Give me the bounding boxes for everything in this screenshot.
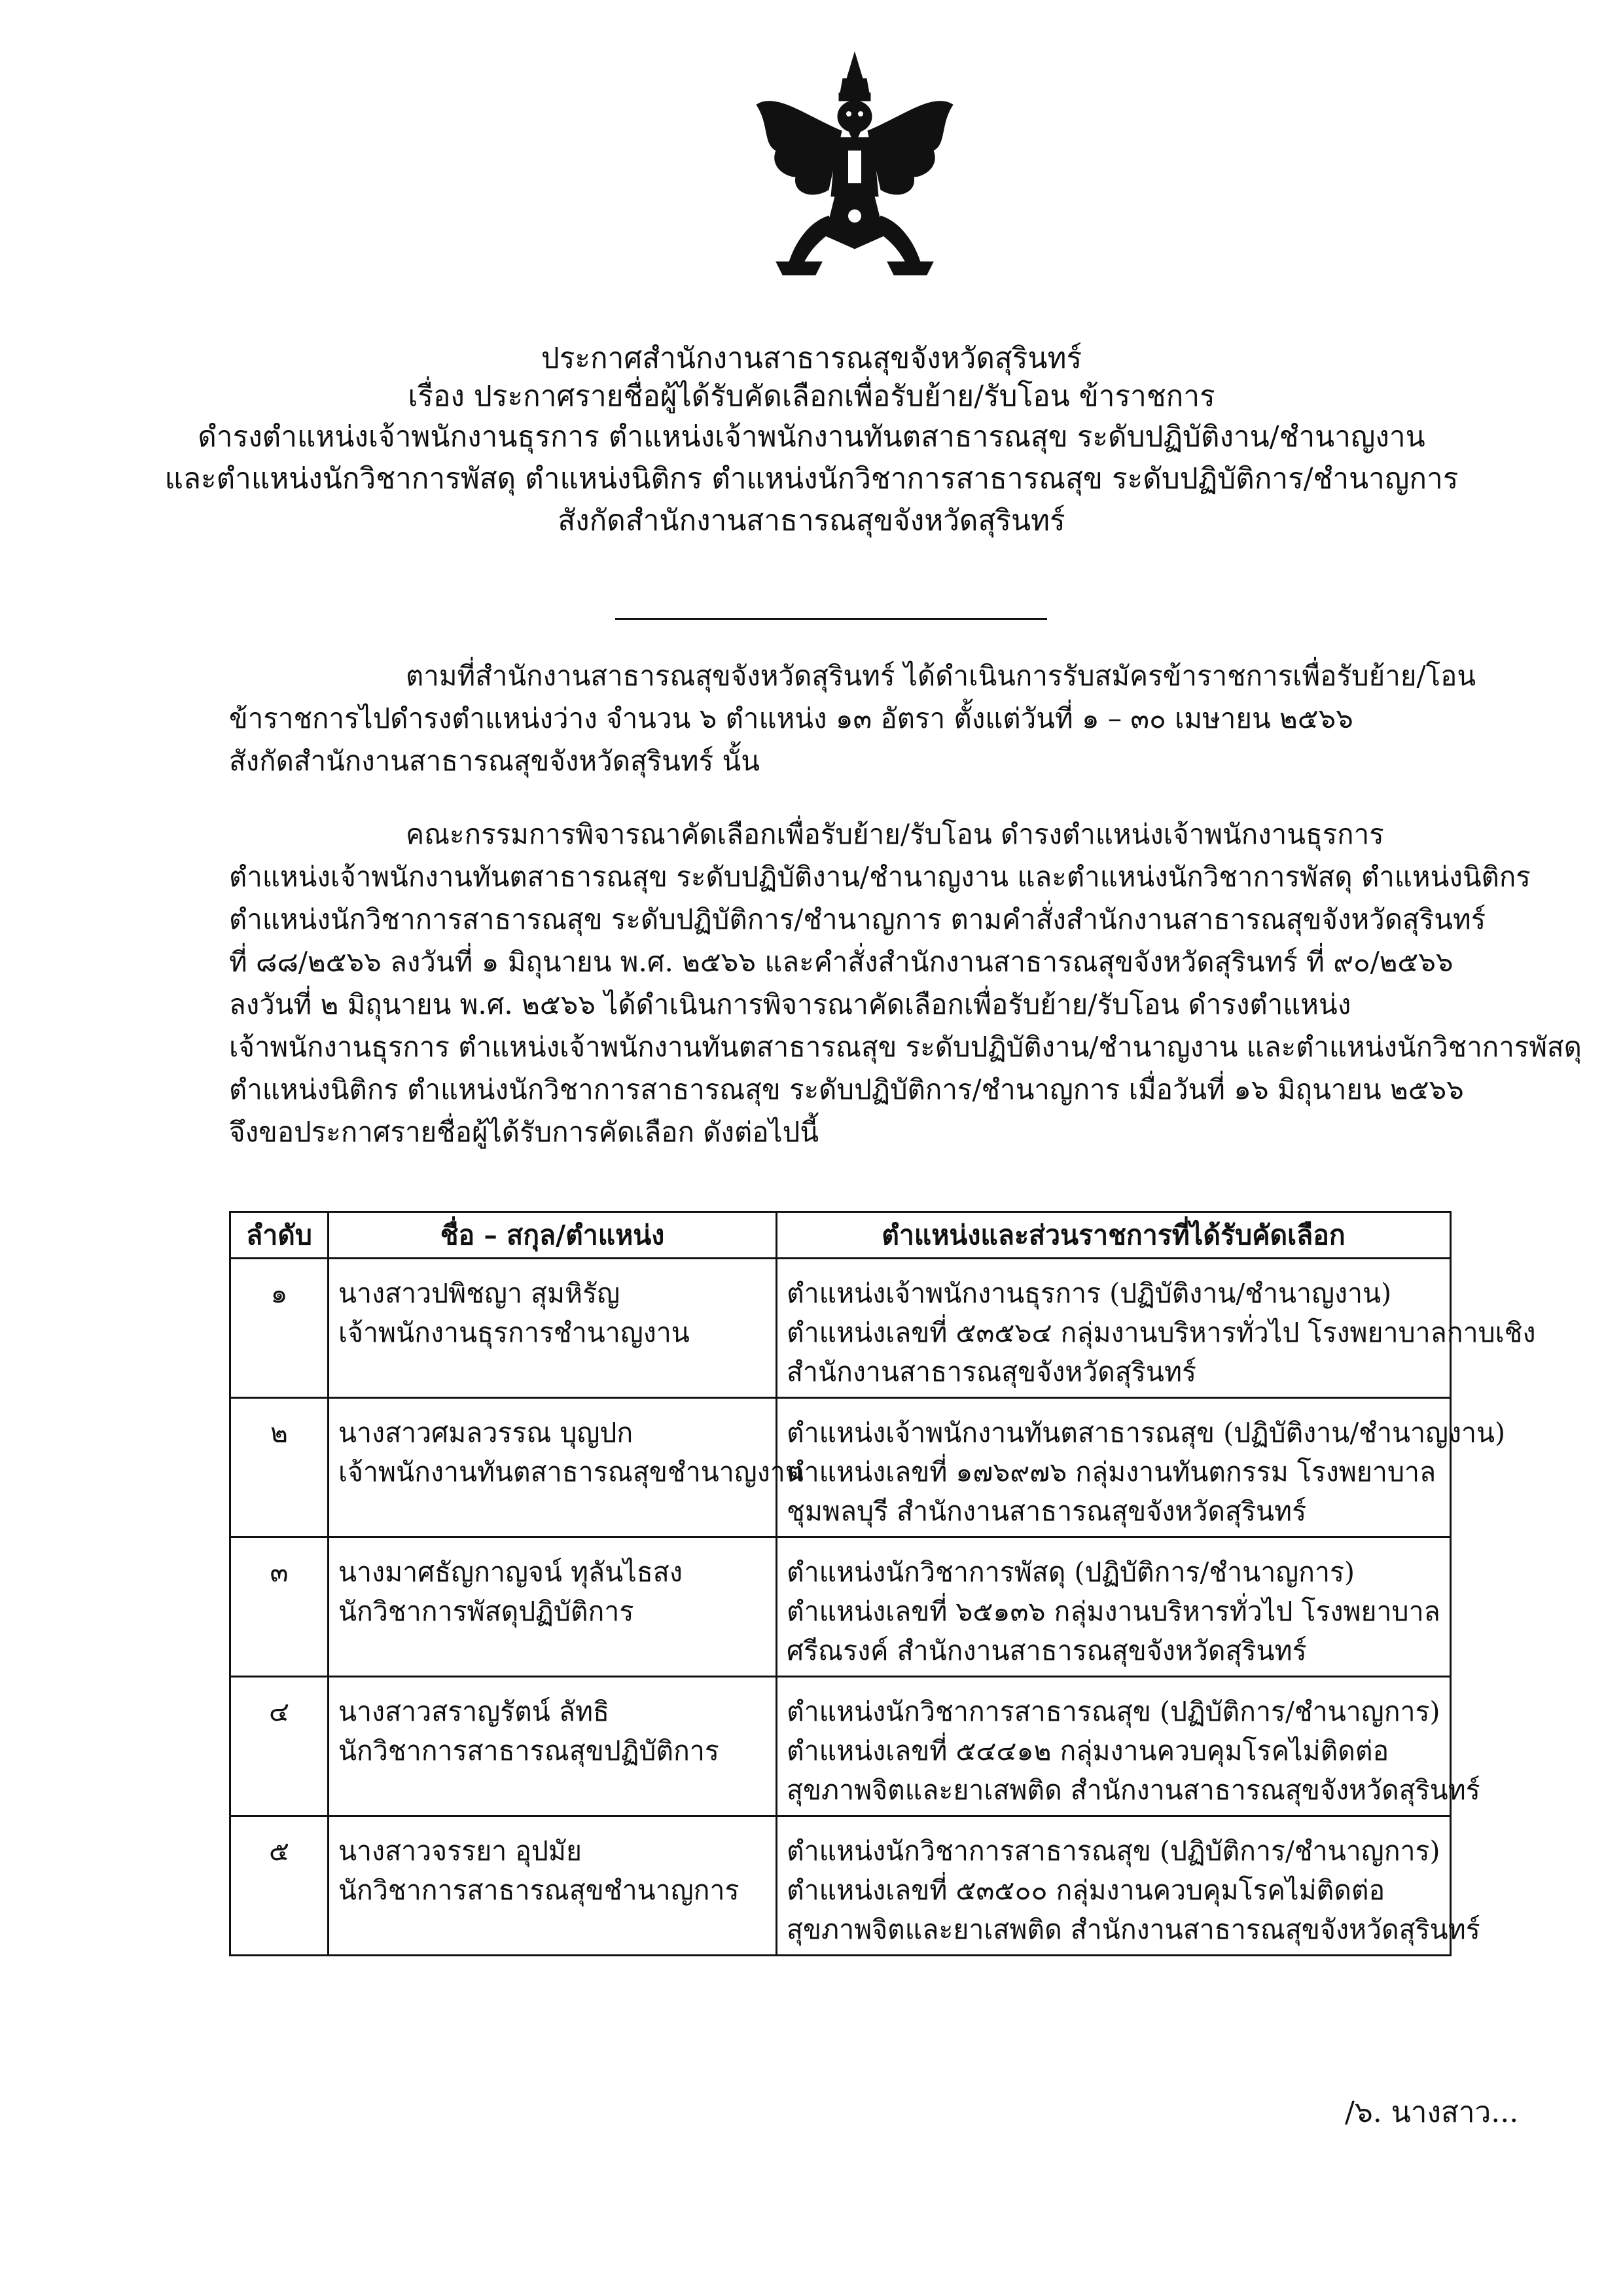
garuda-emblem-icon xyxy=(750,52,959,288)
table-header-row xyxy=(230,1212,1451,1259)
header-divider xyxy=(615,618,1047,620)
position-line: ตำแหน่งเลขที่ ๑๗๖๙๗๖ กลุ่มงานทันตกรรม โรงพยาบาล xyxy=(787,1456,1436,1488)
position-line: ตำแหน่งเจ้าพนักงานธุรการ (ปฏิบัติงาน/ชำนาญงาน) xyxy=(787,1278,1392,1309)
announcement-subject: เรื่อง ประกาศรายชื่อผู้ได้รับคัดเลือกเพื่อรับย้าย/รับโอน ข้าราชการ xyxy=(408,380,1215,413)
position-line: ศรีณรงค์ สำนักงานสาธารณสุขจังหวัดสุรินทร์ xyxy=(787,1635,1307,1666)
row-number: ๒ xyxy=(230,1398,329,1537)
selected-position-cell xyxy=(777,1398,1506,1537)
position-line: ตำแหน่งนักวิชาการพัสดุ (ปฏิบัติการ/ชำนาญการ) xyxy=(787,1556,1355,1588)
candidate-cell xyxy=(329,1816,777,1956)
paragraph-line: เจ้าพนักงานธุรการ ตำแหน่งเจ้าพนักงานทันตสาธารณสุข ระดับปฏิบัติงาน/ชำนาญงาน และตำแหน่งนักวิชาการพัสดุ xyxy=(229,1031,1582,1063)
candidate-current-position: นักวิชาการพัสดุปฏิบัติการ xyxy=(338,1596,634,1627)
position-line: ตำแหน่งเลขที่ ๖๕๑๓๖ กลุ่มงานบริหารทั่วไป โรงพยาบาล xyxy=(787,1596,1440,1627)
row-number: ๑ xyxy=(230,1259,329,1398)
table-row xyxy=(230,1537,1451,1677)
position-line: สุขภาพจิตและยาเสพติด สำนักงานสาธารณสุขจังหวัดสุรินทร์ xyxy=(787,1914,1480,1945)
paragraph-line: ตำแหน่งนักวิชาการสาธารณสุข ระดับปฏิบัติการ/ชำนาญการ ตามคำสั่งสำนักงานสาธารณสุขจังหวัดสุรินทร์ xyxy=(229,903,1486,935)
row-number: ๓ xyxy=(230,1537,329,1677)
candidate-name: นางสาวสราญรัตน์ ลัทธิ xyxy=(338,1696,610,1727)
column-header-position: ตำแหน่งและส่วนราชการที่ได้รับคัดเลือก xyxy=(777,1212,1451,1259)
position-line: ตำแหน่งเลขที่ ๕๓๕๖๔ กลุ่มงานบริหารทั่วไป โรงพยาบาลกาบเชิง xyxy=(787,1317,1536,1348)
paragraph-line: ข้าราชการไปดำรงตำแหน่งว่าง จำนวน ๖ ตำแหน่ง ๑๓ อัตรา ตั้งแต่วันที่ ๑ – ๓๐ เมษายน ๒๕๖๖ xyxy=(229,702,1353,734)
row-number: ๕ xyxy=(230,1816,329,1956)
candidate-name: นางสาวจรรยา อุปมัย xyxy=(338,1835,582,1867)
selected-position-cell xyxy=(777,1259,1536,1398)
position-line: สำนักงานสาธารณสุขจังหวัดสุรินทร์ xyxy=(787,1356,1197,1388)
column-header-order: ลำดับ xyxy=(230,1212,329,1259)
table-row xyxy=(230,1259,1451,1398)
announcement-subject-line-2: ดำรงตำแหน่งเจ้าพนักงานธุรการ ตำแหน่งเจ้าพนักงานทันตสาธารณสุข ระดับปฏิบัติงาน/ชำนาญงาน xyxy=(198,420,1425,454)
candidate-current-position: เจ้าพนักงานทันตสาธารณสุขชำนาญงาน xyxy=(338,1456,804,1488)
selected-position-cell xyxy=(777,1537,1451,1677)
paragraph-line: คณะกรรมการพิจารณาคัดเลือกเพื่อรับย้าย/รับโอน ดำรงตำแหน่งเจ้าพนักงานธุรการ xyxy=(406,818,1384,850)
table-row xyxy=(230,1677,1451,1816)
page-continuation: /๖. นางสาว... xyxy=(1345,2096,1519,2129)
candidate-name: นางมาศธัญกาญจน์ ทุลันไธสง xyxy=(338,1556,683,1588)
candidate-current-position: นักวิชาการสาธารณสุขชำนาญการ xyxy=(338,1874,740,1906)
paragraph-1 xyxy=(229,655,1476,782)
announcement-subject-line-4: สังกัดสำนักงานสาธารณสุขจังหวัดสุรินทร์ xyxy=(558,504,1065,537)
position-line: ชุมพลบุรี สำนักงานสาธารณสุขจังหวัดสุรินทร์ xyxy=(787,1496,1307,1527)
position-line: ตำแหน่งนักวิชาการสาธารณสุข (ปฏิบัติการ/ชำนาญการ) xyxy=(787,1696,1440,1727)
row-number: ๔ xyxy=(230,1677,329,1816)
candidate-cell xyxy=(329,1537,777,1677)
paragraph-line: ลงวันที่ ๒ มิถุนายน พ.ศ. ๒๕๖๖ ได้ดำเนินการพิจารณาคัดเลือกเพื่อรับย้าย/รับโอน ดำรงตำแหน่ง xyxy=(229,988,1351,1020)
table-row xyxy=(230,1816,1451,1956)
selected-position-cell xyxy=(777,1677,1480,1816)
candidate-current-position: นักวิชาการสาธารณสุขปฏิบัติการ xyxy=(338,1735,719,1767)
table-row xyxy=(230,1398,1451,1537)
paragraph-line: ที่ ๘๘/๒๕๖๖ ลงวันที่ ๑ มิถุนายน พ.ศ. ๒๕๖๖ และคำสั่งสำนักงานสาธารณสุขจังหวัดสุรินทร์ ที่ ๙๐/๒๕๖๖ xyxy=(229,946,1454,978)
candidate-name: นางสาวศมลวรรณ บุญปก xyxy=(338,1417,633,1448)
selection-table xyxy=(229,1211,1536,1956)
position-line: ตำแหน่งเลขที่ ๕๔๔๑๒ กลุ่มงานควบคุมโรคไม่ติดต่อ xyxy=(787,1735,1389,1767)
announcement-title: ประกาศสำนักงานสาธารณสุขจังหวัดสุรินทร์ xyxy=(541,342,1082,375)
candidate-name: นางสาวปพิชญา สุมหิรัญ xyxy=(338,1278,620,1309)
announcement-subject-line-3: และตำแหน่งนักวิชาการพัสดุ ตำแหน่งนิติกร ตำแหน่งนักวิชาการสาธารณสุข ระดับปฏิบัติการ/ชำนาญการ xyxy=(164,462,1459,495)
paragraph-line: ตำแหน่งนิติกร ตำแหน่งนักวิชาการสาธารณสุข ระดับปฏิบัติการ/ชำนาญการ เมื่อวันที่ ๑๖ มิถุนายน ๒๕๖๖ xyxy=(229,1073,1464,1105)
column-header-name: ชื่อ – สกุล/ตำแหน่ง xyxy=(329,1212,777,1259)
selected-position-cell xyxy=(777,1816,1480,1956)
candidate-cell xyxy=(329,1398,804,1537)
position-line: ตำแหน่งนักวิชาการสาธารณสุข (ปฏิบัติการ/ชำนาญการ) xyxy=(787,1835,1440,1867)
paragraph-line: ตามที่สำนักงานสาธารณสุขจังหวัดสุรินทร์ ได้ดำเนินการรับสมัครข้าราชการเพื่อรับย้าย/โอน xyxy=(406,660,1476,692)
paragraph-line: สังกัดสำนักงานสาธารณสุขจังหวัดสุรินทร์ นั้น xyxy=(229,745,760,777)
paragraph-line: ตำแหน่งเจ้าพนักงานทันตสาธารณสุข ระดับปฏิบัติงาน/ชำนาญงาน และตำแหน่งนักวิชาการพัสดุ ตำแหน่งนิติกร xyxy=(229,861,1531,893)
candidate-cell xyxy=(329,1259,777,1398)
paragraph-2 xyxy=(229,813,1582,1153)
position-line: ตำแหน่งเจ้าพนักงานทันตสาธารณสุข (ปฏิบัติงาน/ชำนาญงาน) xyxy=(787,1417,1506,1448)
candidate-cell xyxy=(329,1677,777,1816)
position-line: สุขภาพจิตและยาเสพติด สำนักงานสาธารณสุขจังหวัดสุรินทร์ xyxy=(787,1774,1480,1806)
position-line: ตำแหน่งเลขที่ ๕๓๕๐๐ กลุ่มงานควบคุมโรคไม่ติดต่อ xyxy=(787,1874,1385,1906)
candidate-current-position: เจ้าพนักงานธุรการชำนาญงาน xyxy=(338,1317,690,1348)
paragraph-line: จึงขอประกาศรายชื่อผู้ได้รับการคัดเลือก ดังต่อไปนี้ xyxy=(229,1116,819,1148)
